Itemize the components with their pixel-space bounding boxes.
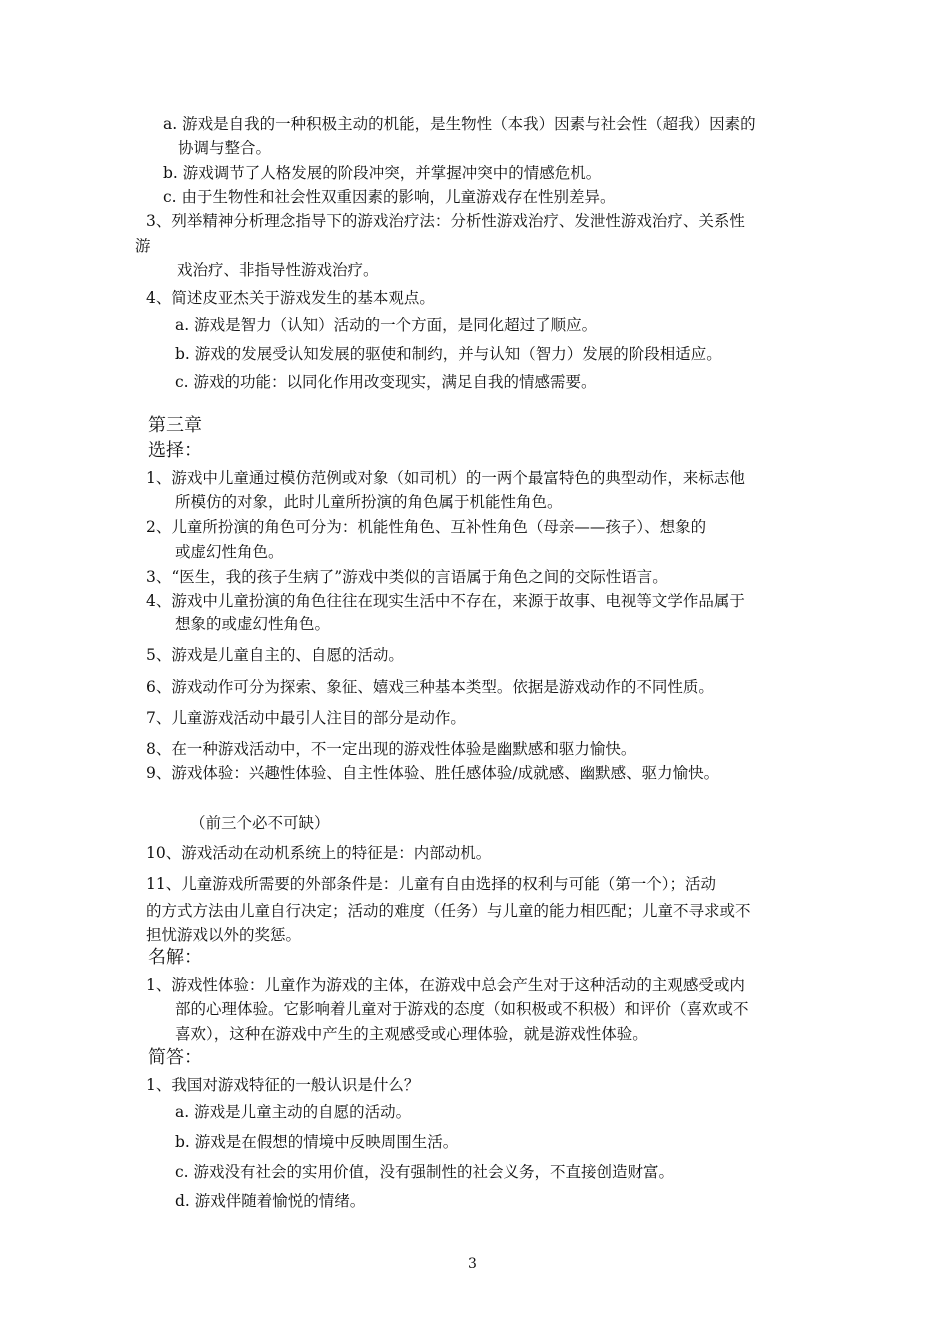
text-line: c. 游戏没有社会的实用价值，没有强制性的社会义务，不直接创造财富。 bbox=[175, 1163, 675, 1181]
text-line: 5、游戏是儿童自主的、自愿的活动。 bbox=[146, 646, 404, 664]
text-line: 9、游戏体验：兴趣性体验、自主性体验、胜任感体验/成就感、幽默感、驱力愉快。 bbox=[146, 764, 720, 782]
text-line: 所模仿的对象，此时儿童所扮演的角色属于机能性角色。 bbox=[175, 493, 563, 511]
text-line: 协调与整合。 bbox=[178, 139, 272, 157]
text-line: 3、“医生，我的孩子生病了”游戏中类似的言语属于角色之间的交际性语言。 bbox=[146, 568, 668, 586]
text-line: a. 游戏是儿童主动的自愿的活动。 bbox=[175, 1103, 412, 1121]
text-line: 喜欢），这种在游戏中产生的主观感受或心理体验，就是游戏性体验。 bbox=[175, 1025, 648, 1043]
text-line: a. 游戏是自我的一种积极主动的机能，是生物性（本我）因素与社会性（超我）因素的 bbox=[163, 115, 756, 133]
text-line: 3、列举精神分析理念指导下的游戏治疗法：分析性游戏治疗、发泄性游戏治疗、关系性 bbox=[146, 212, 745, 230]
text-line: （前三个必不可缺） bbox=[190, 814, 330, 832]
text-line: 戏治疗、非指导性游戏治疗。 bbox=[177, 261, 379, 279]
text-line: 7、儿童游戏活动中最引人注目的部分是动作。 bbox=[146, 709, 466, 727]
text-line: c. 由于生物性和社会性双重因素的影响，儿童游戏存在性别差异。 bbox=[163, 188, 616, 206]
text-line: 6、游戏动作可分为探索、象征、嬉戏三种基本类型。依据是游戏动作的不同性质。 bbox=[146, 678, 714, 696]
text-line: a. 游戏是智力（认知）活动的一个方面，是同化超过了顺应。 bbox=[175, 316, 598, 334]
text-line: 或虚幻性角色。 bbox=[175, 543, 284, 561]
text-line: 游 bbox=[135, 237, 151, 255]
text-line: 想象的或虚幻性角色。 bbox=[175, 615, 331, 633]
text-line: b. 游戏调节了人格发展的阶段冲突，并掌握冲突中的情感危机。 bbox=[163, 164, 602, 182]
text-line: c. 游戏的功能：以同化作用改变现实，满足自我的情感需要。 bbox=[175, 373, 597, 391]
text-line: b. 游戏的发展受认知发展的驱使和制约，并与认知（智力）发展的阶段相适应。 bbox=[175, 345, 722, 363]
text-line: 1、我国对游戏特征的一般认识是什么？ bbox=[146, 1076, 420, 1094]
text-line: 4、游戏中儿童扮演的角色往往在现实生活中不存在，来源于故事、电视等文学作品属于 bbox=[146, 592, 745, 610]
text-line: 2、儿童所扮演的角色可分为：机能性角色、互补性角色（母亲——孩子）、想象的 bbox=[146, 518, 707, 536]
text-line: 10、游戏活动在动机系统上的特征是：内部动机。 bbox=[146, 844, 492, 862]
section-heading: 名解： bbox=[148, 947, 202, 968]
text-line: 1、游戏中儿童通过模仿范例或对象（如司机）的一两个最富特色的典型动作，来标志他 bbox=[146, 469, 745, 487]
section-heading: 选择： bbox=[148, 440, 202, 461]
page-number: 3 bbox=[468, 1256, 477, 1272]
text-line: 1、游戏性体验：儿童作为游戏的主体，在游戏中总会产生对于这种活动的主观感受或内 bbox=[146, 976, 745, 994]
text-line: 部的心理体验。它影响着儿童对于游戏的态度（如积极或不积极）和评价（喜欢或不 bbox=[175, 1000, 749, 1018]
text-line: 8、在一种游戏活动中，不一定出现的游戏性体验是幽默感和驱力愉快。 bbox=[146, 740, 637, 758]
text-line: 担忧游戏以外的奖惩。 bbox=[146, 926, 302, 944]
section-heading: 简答： bbox=[148, 1047, 202, 1068]
text-line: b. 游戏是在假想的情境中反映周围生活。 bbox=[175, 1133, 459, 1151]
text-line: 的方式方法由儿童自行决定；活动的难度（任务）与儿童的能力相匹配；儿童不寻求或不 bbox=[146, 902, 751, 920]
chapter-heading: 第三章 bbox=[148, 415, 202, 436]
text-line: 11、儿童游戏所需要的外部条件是：儿童有自由选择的权利与可能（第一个）；活动 bbox=[146, 875, 716, 893]
text-line: 4、简述皮亚杰关于游戏发生的基本观点。 bbox=[146, 289, 435, 307]
text-line: d. 游戏伴随着愉悦的情绪。 bbox=[175, 1192, 366, 1210]
